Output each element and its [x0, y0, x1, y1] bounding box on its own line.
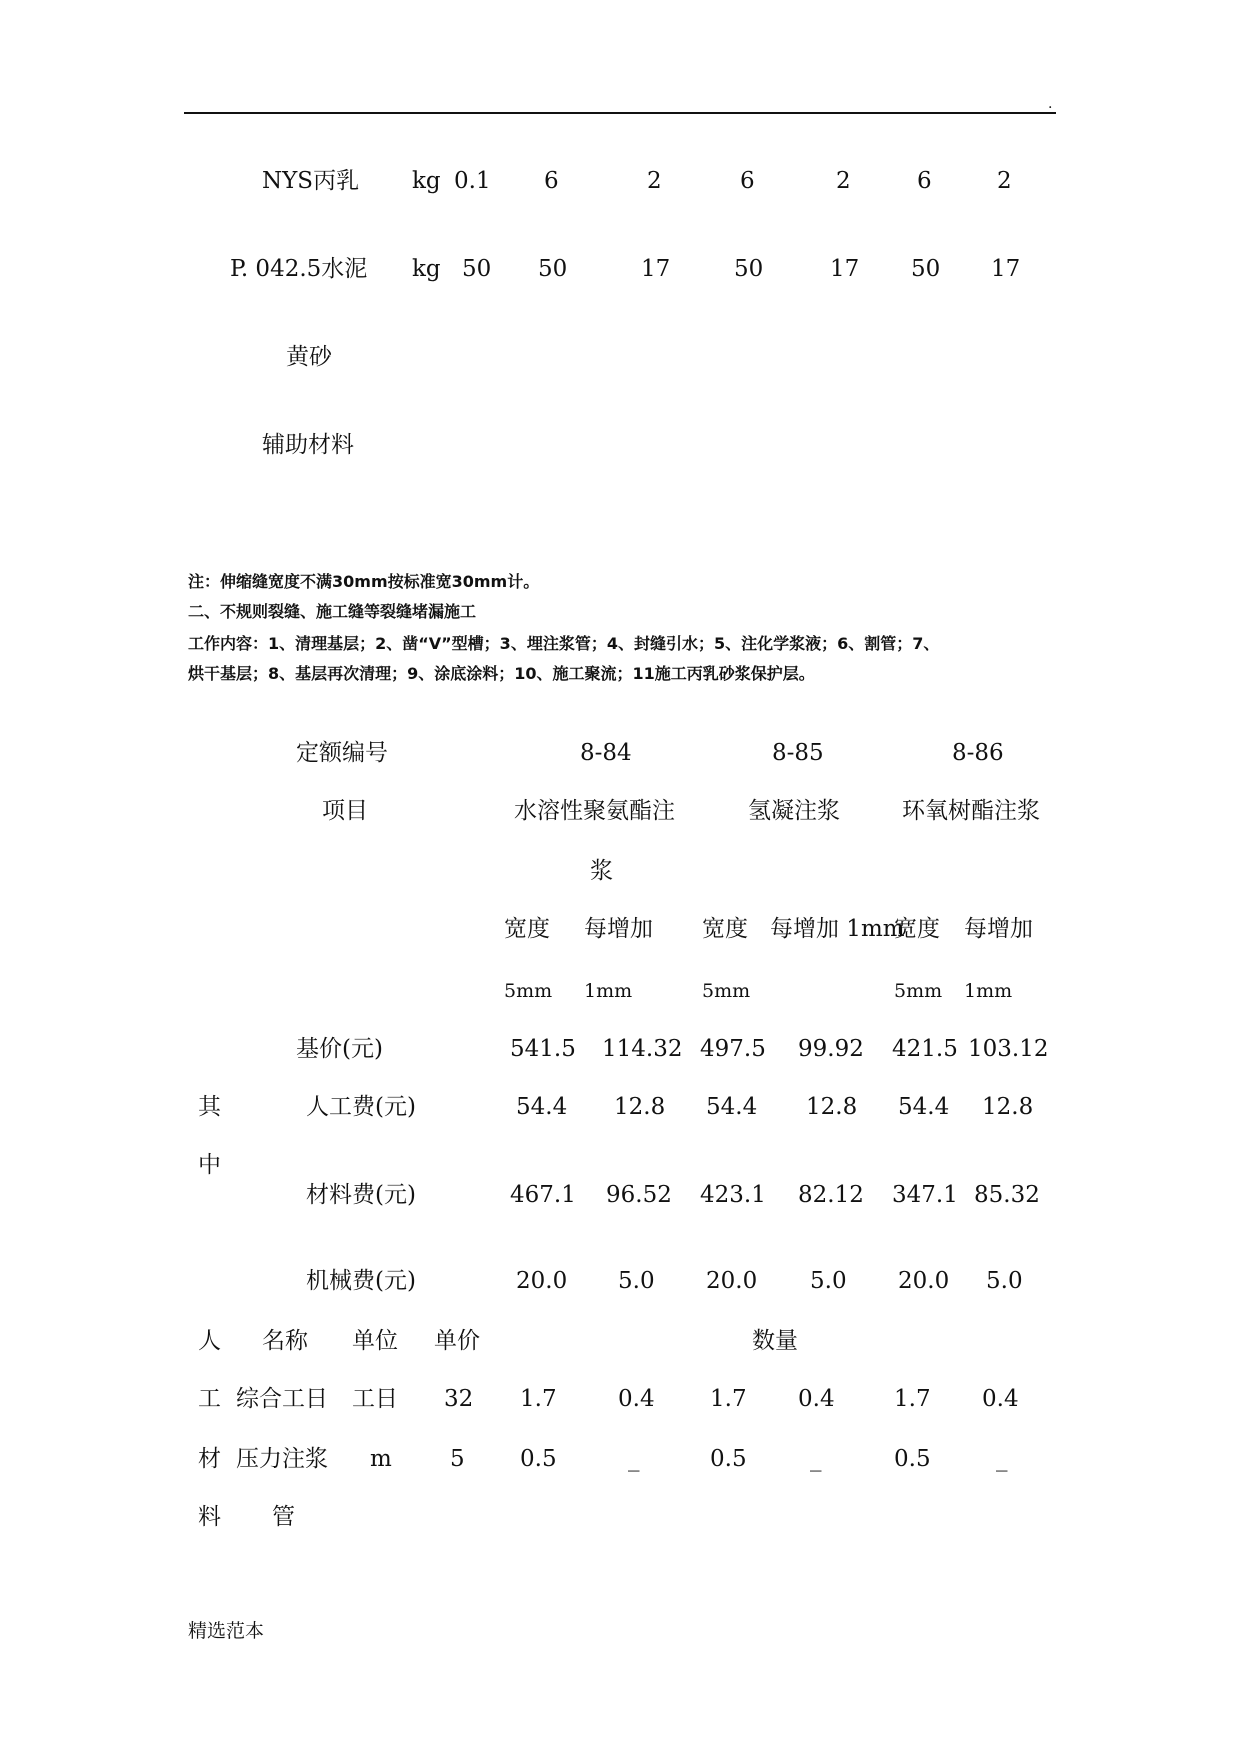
- labor-fee-6: 12.8: [982, 1094, 1034, 1120]
- qizhong-1: 其: [198, 1094, 221, 1120]
- row-cement-name: P. 042.5水泥: [230, 256, 368, 282]
- row-cement-price: 50: [462, 256, 492, 282]
- detail-unit-header: 单位: [352, 1328, 398, 1354]
- detail-cat-3: 材: [198, 1446, 221, 1472]
- labor-row-q5: 1.7: [894, 1386, 931, 1412]
- material-fee-5: 347.1: [892, 1182, 958, 1208]
- row-cement-q4: 17: [830, 256, 860, 282]
- labor-fee-3: 54.4: [706, 1094, 758, 1120]
- code-8-84: 8-84: [580, 740, 632, 766]
- detail-qty-header: 数量: [752, 1328, 798, 1354]
- pipe-row-name: 压力注浆: [236, 1446, 328, 1472]
- machine-fee-1: 20.0: [516, 1268, 568, 1294]
- row-cement-q3: 50: [734, 256, 764, 282]
- detail-cat-1: 人: [198, 1328, 221, 1354]
- labor-row-name: 综合工日: [236, 1386, 328, 1412]
- labor-row-unit: 工日: [352, 1386, 398, 1412]
- detail-cat-2: 工: [198, 1386, 221, 1412]
- material-fee-1: 467.1: [510, 1182, 576, 1208]
- base-price-4: 99.92: [798, 1036, 864, 1062]
- sub-each-2: 每增加 1mm: [770, 916, 905, 942]
- row-nys-name: NYS丙乳: [262, 168, 360, 194]
- code-label: 定额编号: [296, 740, 388, 766]
- machine-fee-4: 5.0: [810, 1268, 847, 1294]
- labor-row-q6: 0.4: [982, 1386, 1019, 1412]
- item-auxiliary: 辅助材料: [262, 432, 354, 458]
- pipe-row-q4: _: [810, 1446, 822, 1472]
- base-price-2: 114.32: [602, 1036, 683, 1062]
- base-price-label: 基价(元): [296, 1036, 383, 1062]
- row-cement-q5: 50: [911, 256, 941, 282]
- labor-row-q1: 1.7: [520, 1386, 557, 1412]
- pipe-row-q2: _: [628, 1446, 640, 1472]
- base-price-3: 497.5: [700, 1036, 766, 1062]
- base-price-5: 421.5: [892, 1036, 958, 1062]
- sub-1mm-3: 1mm: [964, 980, 1013, 1002]
- labor-fee-label: 人工费(元): [306, 1094, 416, 1120]
- sub-5mm-2: 5mm: [702, 980, 751, 1002]
- section-title: 二、不规则裂缝、施工缝等裂缝堵漏施工: [188, 602, 477, 621]
- note-text: 注：伸缩缝宽度不满30mm按标准宽30mm计。: [188, 572, 540, 591]
- row-nys-q4: 2: [836, 168, 851, 194]
- pipe-row-name-cont: 管: [272, 1504, 295, 1530]
- work-content-line1: 工作内容：1、清理基层；2、凿“V”型槽；3、埋注浆管；4、封缝引水；5、注化学浆液；6、割管；7、: [188, 634, 940, 653]
- work-content-line2: 烘干基层；8、基层再次清理；9、涂底涂料；10、施工聚流；11施工丙乳砂浆保护层。: [188, 664, 815, 683]
- row-cement-q2: 17: [641, 256, 671, 282]
- machine-fee-3: 20.0: [706, 1268, 758, 1294]
- item-polyurethane-cont: 浆: [590, 858, 613, 884]
- detail-cat-4: 料: [198, 1504, 221, 1530]
- header-rule: [184, 112, 1056, 114]
- detail-price-header: 单价: [434, 1328, 480, 1354]
- base-price-1: 541.5: [510, 1036, 576, 1062]
- row-cement-q1: 50: [538, 256, 568, 282]
- material-fee-3: 423.1: [700, 1182, 766, 1208]
- row-cement-q6: 17: [991, 256, 1021, 282]
- row-cement-unit: kg: [412, 256, 441, 282]
- item-hydrogel: 氢凝注浆: [748, 798, 840, 824]
- pipe-row-price: 5: [450, 1446, 465, 1472]
- row-nys-q5: 6: [917, 168, 932, 194]
- sub-5mm-3: 5mm: [894, 980, 943, 1002]
- detail-name-header: 名称: [262, 1328, 308, 1354]
- row-nys-q2: 2: [647, 168, 662, 194]
- machine-fee-6: 5.0: [986, 1268, 1023, 1294]
- labor-row-q2: 0.4: [618, 1386, 655, 1412]
- sub-5mm-1: 5mm: [504, 980, 553, 1002]
- sub-width-3: 宽度: [894, 916, 940, 942]
- row-nys-q6: 2: [997, 168, 1012, 194]
- material-fee-6: 85.32: [974, 1182, 1040, 1208]
- sub-1mm-1: 1mm: [584, 980, 633, 1002]
- material-fee-label: 材料费(元): [306, 1182, 416, 1208]
- pipe-row-unit: m: [370, 1446, 392, 1472]
- labor-row-price: 32: [444, 1386, 474, 1412]
- code-8-86: 8-86: [952, 740, 1004, 766]
- material-fee-2: 96.52: [606, 1182, 672, 1208]
- machine-fee-label: 机械费(元): [306, 1268, 416, 1294]
- machine-fee-5: 20.0: [898, 1268, 950, 1294]
- labor-row-q3: 1.7: [710, 1386, 747, 1412]
- base-price-6: 103.12: [968, 1036, 1049, 1062]
- row-nys-price: 0.1: [454, 168, 491, 194]
- qizhong-2: 中: [198, 1152, 221, 1178]
- machine-fee-2: 5.0: [618, 1268, 655, 1294]
- pipe-row-q6: _: [996, 1446, 1008, 1472]
- labor-fee-2: 12.8: [614, 1094, 666, 1120]
- labor-fee-1: 54.4: [516, 1094, 568, 1120]
- row-nys-q1: 6: [544, 168, 559, 194]
- footer-text: 精选范本: [188, 1620, 265, 1642]
- pipe-row-q5: 0.5: [894, 1446, 931, 1472]
- row-nys-unit: kg: [412, 168, 441, 194]
- item-polyurethane: 水溶性聚氨酯注: [514, 798, 675, 824]
- labor-fee-5: 54.4: [898, 1094, 950, 1120]
- material-fee-4: 82.12: [798, 1182, 864, 1208]
- pipe-row-q1: 0.5: [520, 1446, 557, 1472]
- labor-row-q4: 0.4: [798, 1386, 835, 1412]
- code-8-85: 8-85: [772, 740, 824, 766]
- pipe-row-q3: 0.5: [710, 1446, 747, 1472]
- sub-each-3: 每增加: [964, 916, 1033, 942]
- sub-width-2: 宽度: [702, 916, 748, 942]
- sub-each-1: 每增加: [584, 916, 653, 942]
- sub-width-1: 宽度: [504, 916, 550, 942]
- labor-fee-4: 12.8: [806, 1094, 858, 1120]
- row-nys-q3: 6: [740, 168, 755, 194]
- item-epoxy: 环氧树酯注浆: [902, 798, 1040, 824]
- item-label: 项目: [322, 798, 368, 824]
- item-sand: 黄砂: [286, 344, 332, 370]
- header-mark: .: [1048, 96, 1053, 112]
